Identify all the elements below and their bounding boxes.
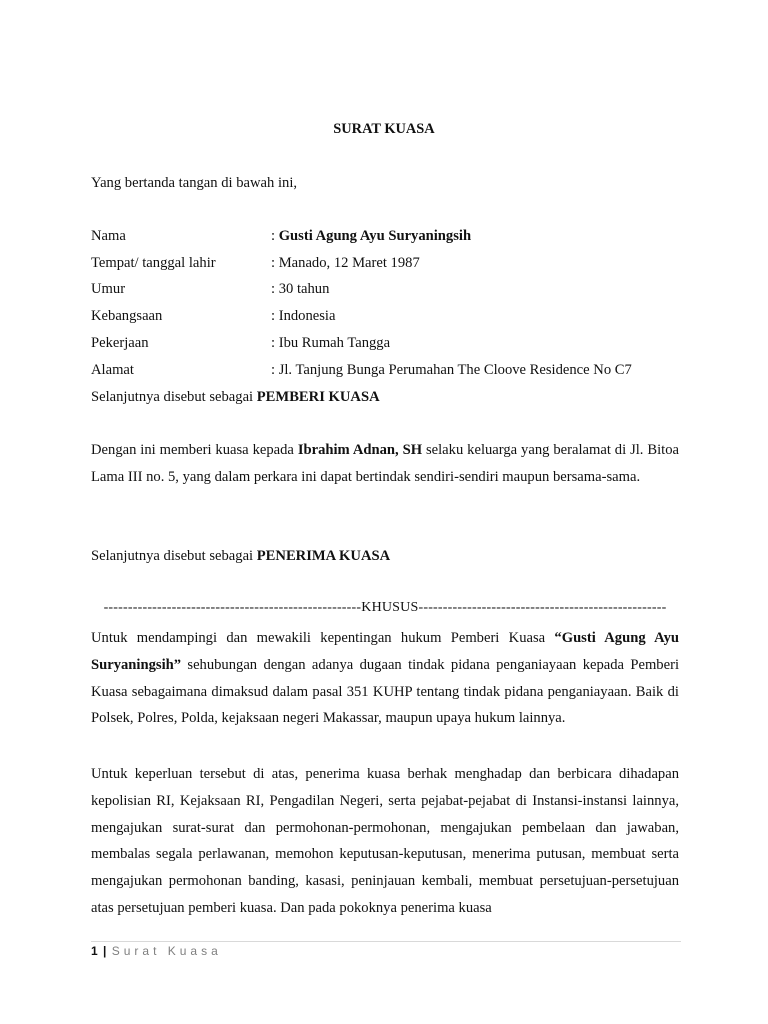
field-label: Nama: [91, 228, 126, 244]
designation-prefix: Selanjutnya disebut sebagai: [91, 548, 257, 564]
khusus-bold-name: “Gusti Agung Ayu Suryaningsih”: [91, 630, 679, 673]
designation-bold: PENERIMA KUASA: [256, 548, 391, 564]
field-value: : Indonesia: [271, 308, 336, 324]
field-value: : 30 tahun: [271, 281, 330, 297]
footer-separator: |: [103, 944, 107, 958]
field-label: Pekerjaan: [91, 335, 149, 351]
grant-pre: Dengan ini memberi kuasa kepada: [91, 442, 298, 458]
field-value: : Jl. Tanjung Bunga Perumahan The Cloove Residence No C7: [271, 362, 632, 378]
field-label: Alamat: [91, 362, 134, 378]
giver-name: Gusti Agung Ayu Suryaningsih: [278, 228, 472, 244]
page-number: 1: [91, 944, 98, 958]
grant-paragraph: [91, 437, 679, 491]
receiver-designation: [91, 548, 390, 565]
field-label: Umur: [91, 281, 126, 297]
khusus-paragraph: [91, 625, 679, 732]
receiver-name: Ibrahim Adnan, SH: [297, 442, 423, 458]
khusus-post: sehubungan dengan adanya dugaan tindak pidana penganiayaan kepada Pemberi Kuasa sebagaimana dimaksud dalam pasal 351 KUHP tentang tindak pidana penganiayaan. Baik di Polsek, Polres, Polda, kejaksaan negeri Makassar, maupun upaya hukum lainnya.: [91, 656, 679, 727]
field-value: [271, 228, 471, 245]
intro-text: Yang bertanda tangan di bawah ini,: [91, 175, 298, 191]
field-value: : Ibu Rumah Tangga: [271, 335, 391, 351]
khusus-divider: -----------------------------------------------------KHUSUS---------------------------------------------------: [103, 600, 667, 615]
colon-prefix: :: [271, 228, 279, 244]
giver-designation: [91, 389, 380, 406]
footer-text: Surat Kuasa: [111, 944, 222, 958]
footer-divider: [91, 941, 681, 942]
purpose-paragraph: Untuk keperluan tersebut di atas, penerima kuasa berhak menghadap dan berbicara dihadapan kepolisian RI, Kejaksaan RI, Pengadilan Negeri, serta pejabat-pejabat di Instansi-instansi lainnya, mengajukan surat-surat dan permohonan-permohonan, mengajukan pembelaan dan jawaban, membalas segala perlawanan, memohon keputusan-keputusan, menerima putusan, membuat serta mengajukan permohonan banding, kasasi, peninjauan kembali, membuat persetujuan-persetujuan atas persetujuan pemberi kuasa. Dan pada pokoknya penerima kuasa: [91, 766, 679, 916]
khusus-pre: Untuk mendampingi dan mewakili kepentingan hukum Pemberi Kuasa: [91, 630, 555, 646]
field-label: Kebangsaan: [91, 308, 163, 324]
page-footer: [91, 944, 222, 958]
designation-bold: PEMBERI KUASA: [256, 389, 380, 405]
designation-prefix: Selanjutnya disebut sebagai: [91, 389, 257, 405]
grant-post: selaku keluarga yang beralamat di Jl. Bitoa Lama III no. 5, yang dalam perkara ini dapat bertindak sendiri-sendiri maupun bersama-sama.: [91, 442, 679, 485]
field-label: Tempat/ tanggal lahir: [91, 255, 216, 271]
document-title: SURAT KUASA: [333, 121, 435, 137]
field-value: : Manado, 12 Maret 1987: [271, 255, 420, 271]
